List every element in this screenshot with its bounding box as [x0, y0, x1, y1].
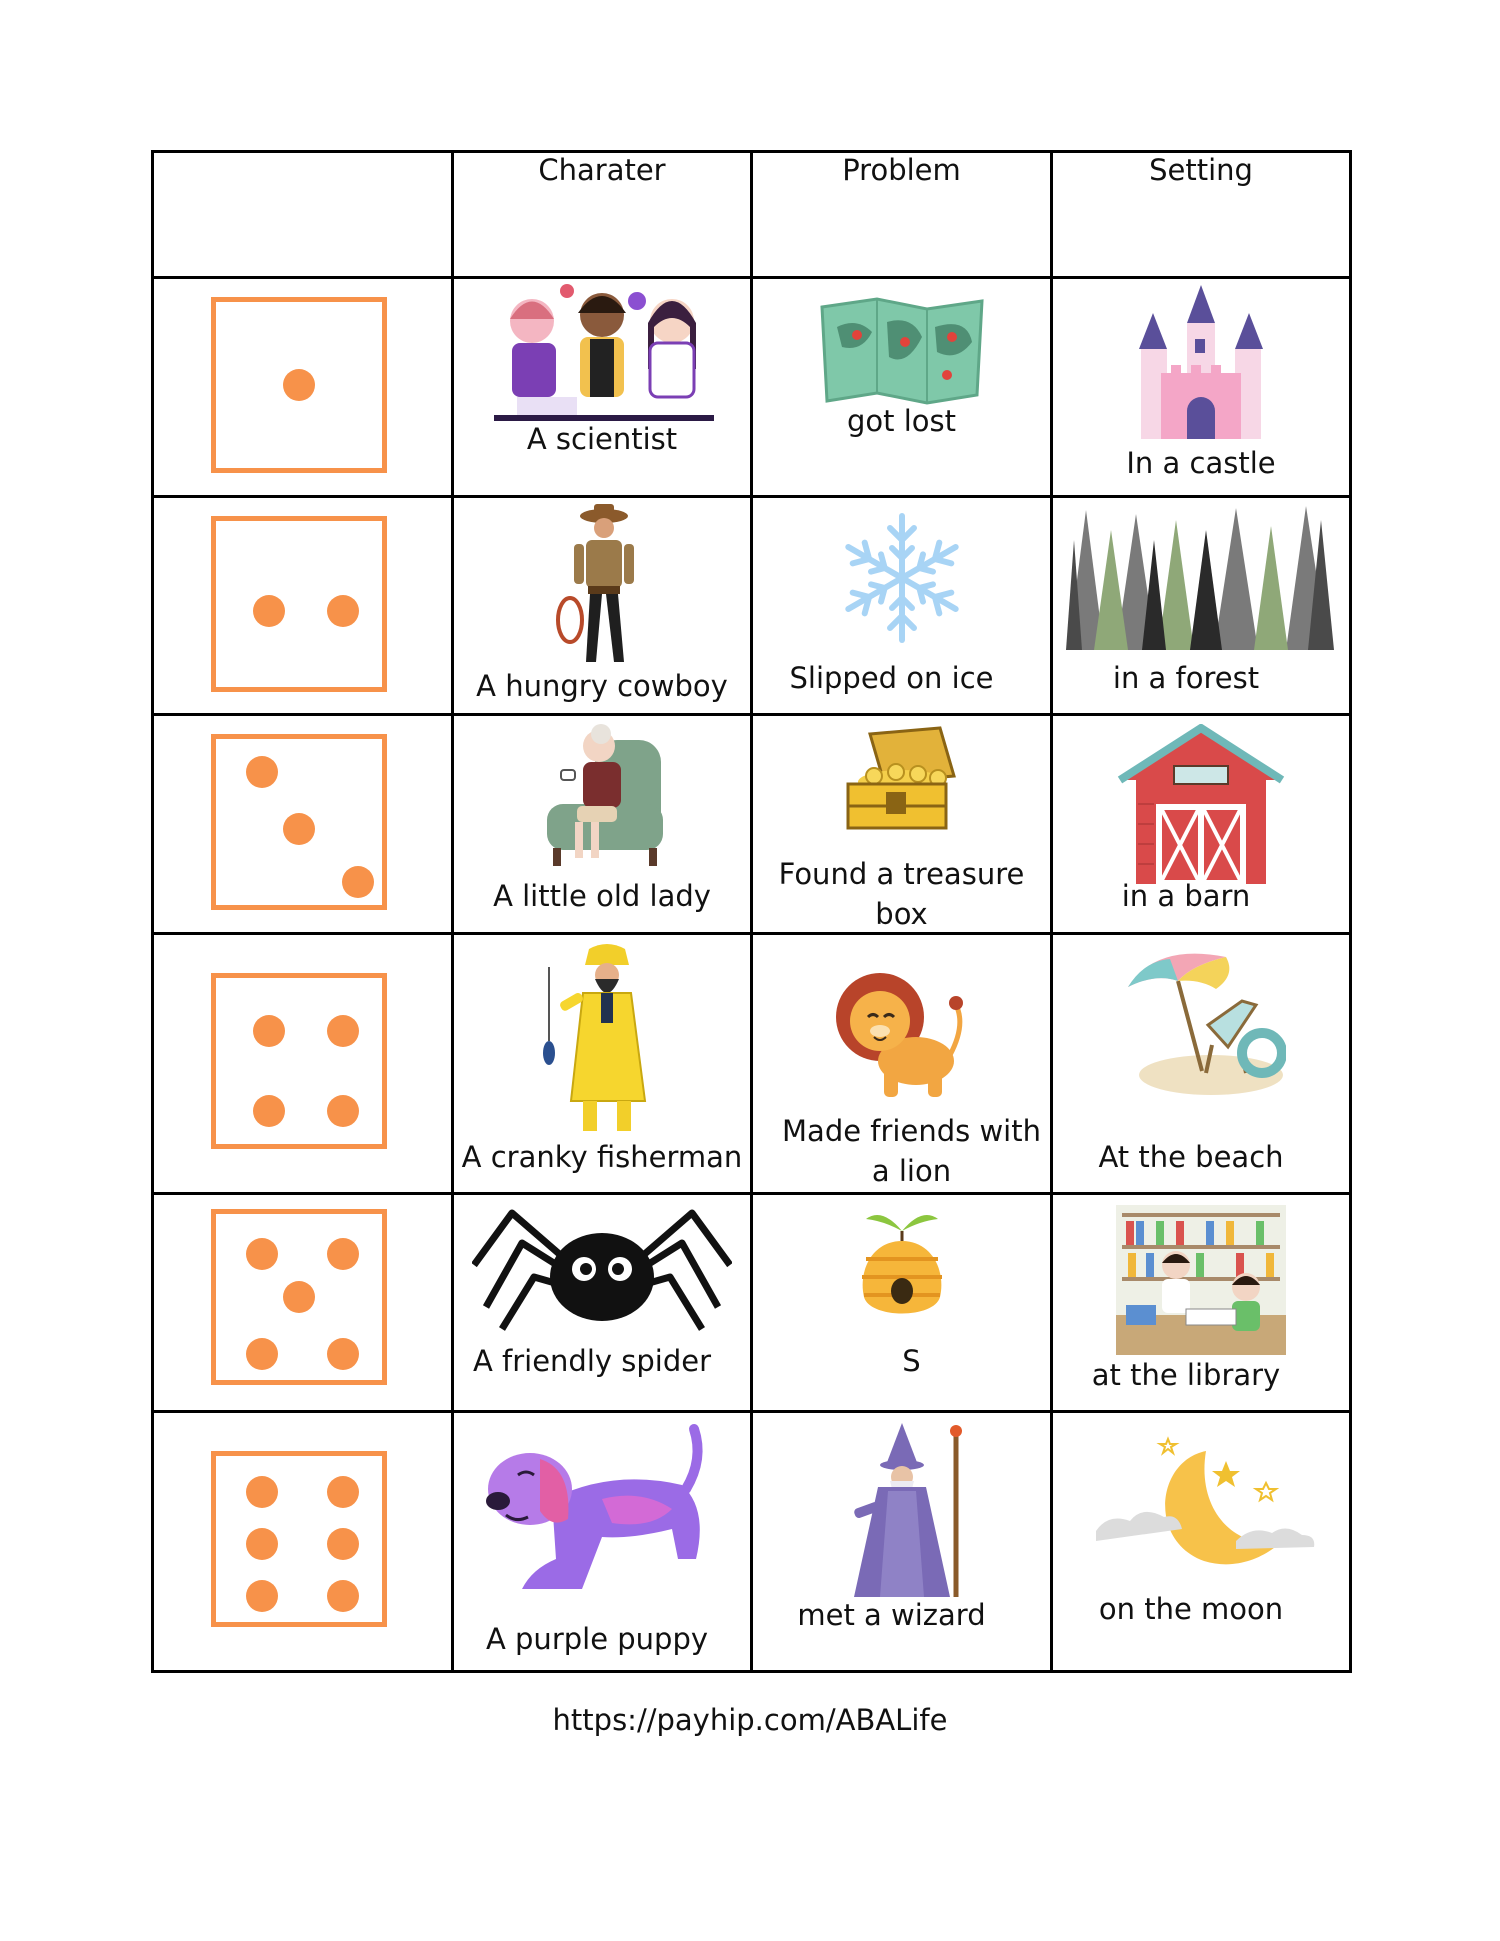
setting-cell — [1052, 278, 1351, 497]
header-row — [153, 152, 1351, 278]
setting-cell — [1052, 934, 1351, 1194]
setting-cell — [1052, 1193, 1351, 1412]
die-cell — [153, 715, 453, 934]
problem-label: met a wizard — [797, 1598, 986, 1633]
die-cell — [153, 1193, 453, 1412]
problem-cell — [752, 278, 1052, 497]
setting-label: In a castle — [1126, 446, 1276, 481]
character-cell — [453, 1412, 752, 1672]
problem-cell — [752, 715, 1052, 934]
table-row — [153, 934, 1351, 1194]
table-row — [153, 278, 1351, 497]
setting-cell — [1052, 496, 1351, 715]
die-one-icon — [211, 297, 387, 473]
beehive-icon — [852, 1207, 952, 1337]
die-cell — [153, 934, 453, 1194]
character-cell — [453, 1193, 752, 1412]
setting-cell — [1052, 715, 1351, 934]
table-row — [153, 715, 1351, 934]
header-die — [153, 152, 453, 278]
scientists-illustration-icon — [482, 279, 722, 429]
setting-label: on the moon — [1098, 1592, 1284, 1627]
problem-label: S — [902, 1343, 921, 1378]
table-row — [153, 496, 1351, 715]
footer-url[interactable]: https://payhip.com/ABALife — [552, 1703, 948, 1737]
cowboy-illustration-icon — [552, 502, 652, 672]
problem-label: got lost — [846, 404, 957, 439]
character-cell — [453, 934, 752, 1194]
header-character: Charater — [453, 152, 752, 278]
problem-cell — [752, 934, 1052, 1194]
world-map-icon — [817, 297, 987, 407]
character-label: A little old lady — [493, 879, 711, 914]
header-problem: Problem — [752, 152, 1052, 278]
character-cell — [453, 278, 752, 497]
character-label: A scientist — [526, 422, 678, 457]
setting-label: at the library — [1091, 1357, 1281, 1392]
die-cell — [153, 278, 453, 497]
castle-icon — [1131, 283, 1271, 443]
die-three-icon — [211, 734, 387, 910]
problem-label: Found a treasure box — [778, 857, 1025, 932]
table-row — [153, 1193, 1351, 1412]
character-cell — [453, 715, 752, 934]
problem-label: Made friends with a lion — [782, 1114, 1041, 1189]
die-cell — [153, 496, 453, 715]
character-cell — [453, 496, 752, 715]
die-four-icon — [211, 973, 387, 1149]
setting-label: At the beach — [1098, 1140, 1284, 1175]
die-five-icon — [211, 1209, 387, 1385]
setting-cell — [1052, 1412, 1351, 1672]
character-label: A purple puppy — [485, 1622, 709, 1657]
lion-icon — [832, 965, 972, 1105]
story-dice-table — [151, 150, 1352, 1673]
wizard-icon — [832, 1421, 972, 1601]
problem-cell — [752, 1412, 1052, 1672]
setting-label: in a barn — [1121, 879, 1251, 914]
moon-icon — [1086, 1431, 1316, 1581]
character-label: A hungry cowboy — [476, 668, 728, 703]
header-setting: Setting — [1052, 152, 1351, 278]
purple-puppy-icon — [482, 1419, 722, 1599]
character-label: A friendly spider — [472, 1343, 712, 1378]
snowflake-icon — [842, 508, 962, 648]
spider-icon — [472, 1203, 732, 1333]
old-lady-armchair-icon — [537, 722, 667, 872]
barn-icon — [1116, 724, 1286, 884]
problem-cell — [752, 1193, 1052, 1412]
problem-label: Slipped on ice — [789, 660, 994, 695]
setting-label: in a forest — [1112, 660, 1260, 695]
die-six-icon — [211, 1451, 387, 1627]
treasure-chest-icon — [842, 724, 962, 834]
die-two-icon — [211, 516, 387, 692]
table-row — [153, 1412, 1351, 1672]
beach-umbrella-icon — [1116, 945, 1286, 1105]
character-label: A cranky fisherman — [461, 1140, 743, 1175]
problem-cell — [752, 496, 1052, 715]
fisherman-icon — [537, 941, 667, 1141]
forest-icon — [1066, 500, 1336, 656]
library-icon — [1116, 1205, 1286, 1355]
die-cell — [153, 1412, 453, 1672]
